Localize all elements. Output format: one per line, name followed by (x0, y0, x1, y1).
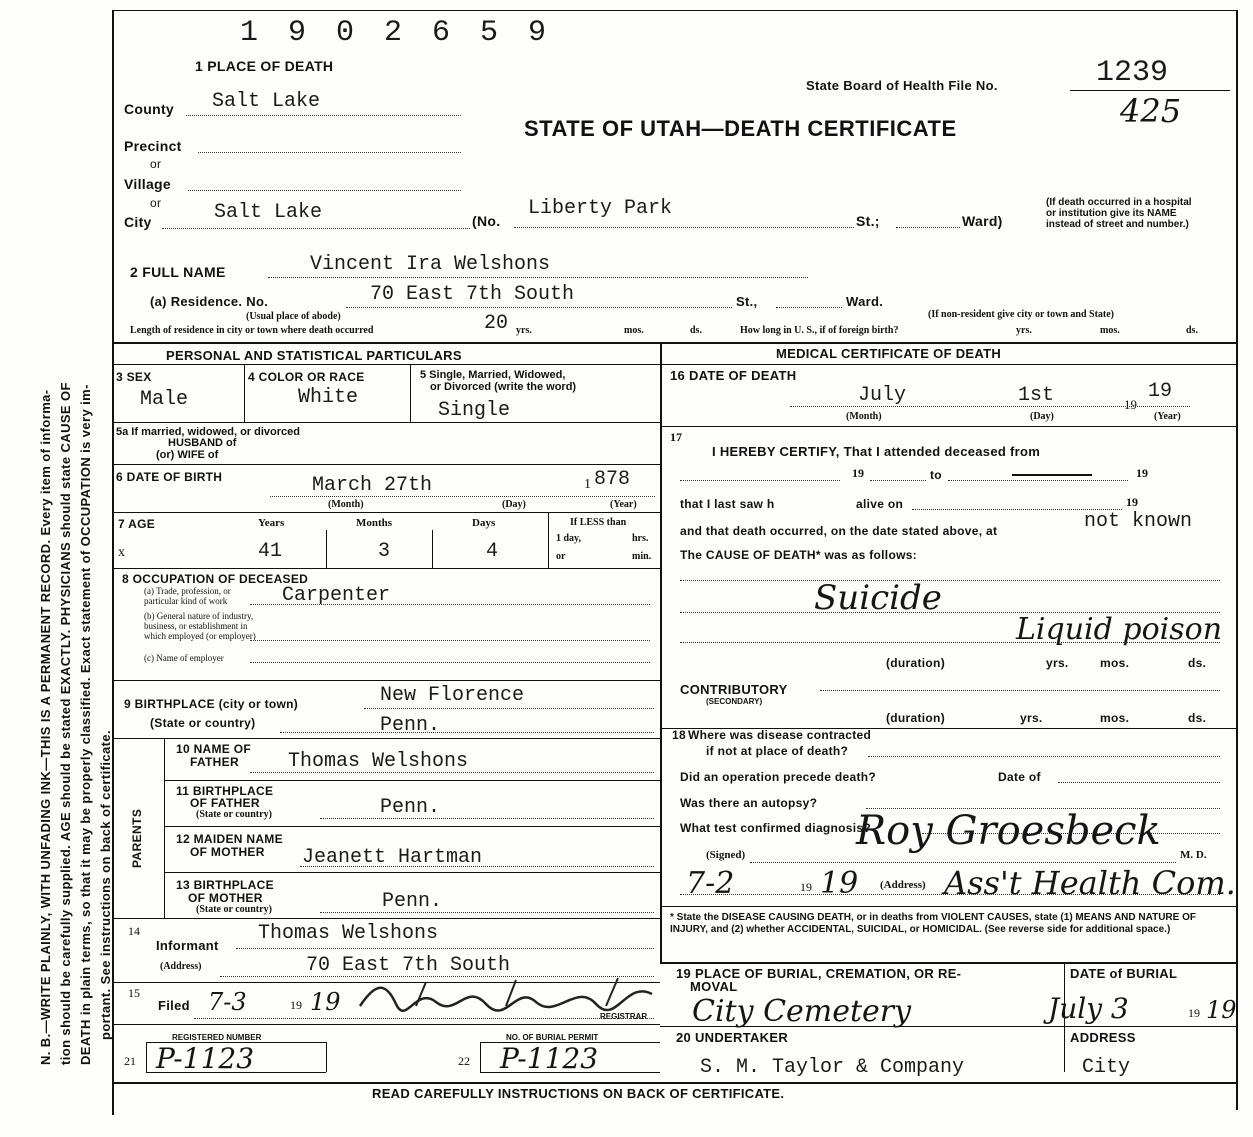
informant-label: Informant (156, 938, 219, 953)
informant-address-label: (Address) (160, 961, 202, 972)
certify-text: I HEREBY CERTIFY, That I attended deceased from (712, 444, 1041, 459)
length-mos: mos. (624, 325, 644, 336)
file-number-2: 425 (1120, 92, 1182, 130)
contrib-duration-ds: ds. (1188, 711, 1207, 725)
residence-st-label: St., (736, 294, 758, 309)
age-months-value: 3 (378, 540, 391, 563)
reg-number-21: 21 (124, 1054, 136, 1068)
father-value: Thomas Welshons (288, 750, 469, 773)
certificate-number: 1 9 0 2 6 5 9 (240, 16, 553, 50)
dod-year-caption: (Year) (1154, 411, 1181, 422)
father-bp-1: 11 BIRTHPLACE (176, 784, 274, 798)
burial-year-prefix: 19 (1188, 1006, 1200, 1020)
age-days-value: 4 (486, 540, 499, 563)
cause-duration-label: (duration) (886, 656, 945, 670)
birthplace-state-value: Penn. (380, 714, 441, 737)
occupation-value: Carpenter (282, 584, 391, 607)
length-value: 20 (484, 312, 509, 335)
contrib-duration-label: (duration) (886, 711, 945, 725)
filed-number: 15 (128, 986, 140, 1000)
contracted-label: Where was disease contracted (688, 728, 872, 742)
footer-instruction: READ CAREFULLY INSTRUCTIONS ON BACK OF CERTIFICATE. (372, 1086, 785, 1101)
color-value: White (298, 386, 359, 409)
length-label: Length of residence in city or town where death occurred (130, 325, 374, 336)
burial-date-label: DATE of BURIAL (1070, 966, 1178, 981)
how-long-label: How long in U. S., if of foreign birth? (740, 325, 899, 336)
age-label: 7 AGE (118, 517, 156, 531)
dob-year: 878 (594, 468, 631, 491)
dod-year: 19 (1148, 380, 1173, 403)
column-divider (660, 342, 662, 964)
dod-day: 1st (1018, 384, 1055, 407)
dob-label: 6 DATE OF BIRTH (116, 470, 223, 484)
occ-b-3: which employed (or employer) (144, 631, 256, 641)
side-instruction-line-3: DEATH in plain terms, so that it may be properly classified. Exact statement of OCCUPATION is very im- (78, 384, 93, 1065)
burial-place-value: City Cemetery (692, 994, 912, 1029)
last-saw-19: 19 (1126, 495, 1138, 509)
street-no-label: (No. (472, 213, 501, 229)
length-yrs: yrs. (516, 325, 532, 336)
city-value: Salt Lake (214, 201, 323, 224)
operation-label: Did an operation precede death? (680, 770, 876, 784)
file-number: 1239 (1096, 56, 1169, 90)
county-label: County (124, 101, 175, 117)
spouse-label-1: 5a If married, widowed, or divorced (116, 426, 300, 438)
contributory-label: CONTRIBUTORY (680, 682, 788, 697)
cause-footnote: * State the DISEASE CAUSING DEATH, or in deaths from VIOLENT CAUSES, state (1) MEANS AND NATURE OF INJURY, and (2) whether ACCIDENTAL, SUICIDAL, or HOMICIDAL. (See reverse side for additional space.) (670, 912, 1196, 935)
father-bp-value: Penn. (380, 796, 441, 819)
or-2: or (150, 196, 162, 210)
age-days-label: Days (472, 517, 496, 529)
attended-to-19: 19 (1136, 466, 1148, 480)
attended-from-19: 19 (852, 466, 864, 480)
dob-month-caption: (Month) (328, 499, 364, 510)
undertaker-label: 20 UNDERTAKER (676, 1030, 789, 1045)
dod-day-caption: (Day) (1030, 411, 1054, 422)
or-1: or (150, 157, 162, 171)
father-bp-2: OF FATHER (190, 796, 260, 810)
personal-section-title: PERSONAL AND STATISTICAL PARTICULARS (166, 348, 462, 363)
undertaker-address-label: ADDRESS (1070, 1030, 1136, 1045)
informant-number: 14 (128, 924, 140, 938)
dob-year-prefix: 1 (584, 477, 591, 492)
age-mark: x (118, 545, 125, 560)
autopsy-label: Was there an autopsy? (680, 796, 818, 810)
permit-number-22: 22 (458, 1054, 470, 1068)
registrar-signature (356, 976, 656, 1016)
sign-date: 7-2 (686, 866, 735, 901)
left-border (112, 10, 114, 1115)
occupation-label: 8 OCCUPATION OF DECEASED (122, 572, 309, 586)
occ-c: (c) Name of employer (144, 653, 224, 663)
length-ds: ds. (690, 325, 702, 336)
burial-permit-label: NO. OF BURIAL PERMIT (506, 1033, 599, 1042)
side-instruction-line-4: portant. See instructions on back of certificate. (98, 730, 113, 1040)
contrib-duration-yrs: yrs. (1020, 711, 1043, 725)
md-label: M. D. (1180, 849, 1207, 861)
age-less-1: If LESS than (570, 517, 627, 528)
nonresident-note: (If non-resident give city or town and State) (928, 309, 1115, 320)
dod-label: 16 DATE OF DEATH (670, 368, 797, 383)
sign-year-prefix: 19 (800, 880, 812, 894)
physician-signature: Roy Groesbeck (856, 808, 1161, 854)
cause-value: Suicide (814, 578, 942, 618)
street-ward-label: Ward) (962, 213, 1003, 229)
mother-bp-value: Penn. (382, 890, 443, 913)
age-months-label: Months (356, 517, 393, 529)
physician-address-value: Ass't Health Com. (944, 864, 1236, 902)
side-instruction-line-2: tion should be carefully supplied. AGE should be stated EXACTLY. PHYSICIANS should state CAUSE OF (58, 382, 73, 1065)
abode-note: (Usual place of abode) (246, 311, 341, 322)
village-label: Village (124, 176, 171, 192)
spouse-label-2: HUSBAND of (168, 437, 237, 449)
contrib-duration-mos: mos. (1100, 711, 1130, 725)
dob-value: March 27th (312, 474, 433, 497)
informant-address-value: 70 East 7th South (306, 954, 511, 977)
dod-month: July (858, 384, 907, 407)
undertaker-value: S. M. Taylor & Company (700, 1056, 965, 1079)
age-less-3: hrs. (632, 533, 649, 544)
burial-label-2: MOVAL (690, 979, 738, 994)
burial-permit-value: P-1123 (500, 1042, 599, 1075)
precinct-label: Precinct (124, 138, 182, 154)
informant-value: Thomas Welshons (258, 922, 439, 945)
cause-duration-yrs: yrs. (1046, 656, 1069, 670)
dod-year-prefix: 19 (1124, 397, 1137, 412)
side-instruction-line-1: N. B.—WRITE PLAINLY, WITH UNFADING INK—THIS IS A PERMANENT RECORD. Every item of informa- (38, 389, 53, 1065)
occ-b-1: (b) General nature of industry, (144, 611, 254, 621)
place-of-death-label: 1 PLACE OF DEATH (195, 58, 334, 74)
cause-value-2: Liquid poison (1016, 612, 1223, 647)
registered-number-value: P-1123 (156, 1042, 255, 1075)
physician-address-label: (Address) (880, 879, 926, 891)
filed-label: Filed (158, 998, 190, 1013)
medical-section-title: MEDICAL CERTIFICATE OF DEATH (776, 346, 1002, 361)
dob-year-caption: (Year) (610, 499, 637, 510)
file-number-line (1070, 90, 1230, 91)
street-value: Liberty Park (528, 197, 673, 220)
sign-year: 19 (820, 866, 859, 901)
hospital-note: (If death occurred in a hospital or institution give its NAME instead of street and number.) (1046, 197, 1192, 230)
certificate-title: STATE OF UTAH—DEATH CERTIFICATE (524, 116, 957, 141)
state-board-label: State Board of Health File No. (806, 78, 998, 93)
age-less-2: 1 day, (556, 533, 582, 544)
attended-to-label: to (930, 468, 942, 482)
full-name-value: Vincent Ira Welshons (310, 253, 551, 276)
mother-label-1: 12 MAIDEN NAME (176, 832, 283, 846)
full-name-label: 2 FULL NAME (130, 264, 226, 280)
dob-day-caption: (Day) (502, 499, 526, 510)
occ-b-2: business, or establishment in (144, 621, 248, 631)
marital-label-2: or Divorced (write the word) (430, 381, 577, 393)
mother-bp-1: 13 BIRTHPLACE (176, 878, 274, 892)
marital-value: Single (438, 399, 511, 422)
parents-label: PARENTS (130, 808, 144, 868)
mother-bp-3: (State or country) (196, 904, 272, 915)
death-time-value: not known (1084, 510, 1193, 533)
mother-value: Jeanett Hartman (302, 846, 483, 869)
age-years-value: 41 (258, 540, 283, 563)
mother-bp-2: OF MOTHER (188, 891, 263, 905)
spouse-label-3: (or) WIFE of (156, 449, 219, 461)
occ-a-1: (a) Trade, profession, or (144, 586, 231, 596)
death-occurred-label: and that death occurred, on the date stated above, at (680, 524, 998, 538)
signed-label: (Signed) (706, 849, 746, 861)
cause-duration-mos: mos. (1100, 656, 1130, 670)
street-st-label: St.; (856, 213, 880, 229)
registrar-label: REGISTRAR (600, 1012, 648, 1021)
operation-date-label: Date of (998, 770, 1041, 784)
burial-year: 19 (1206, 996, 1237, 1024)
city-label: City (124, 214, 152, 230)
father-bp-3: (State or country) (196, 809, 272, 820)
undertaker-address-value: City (1082, 1056, 1131, 1079)
dod-month-caption: (Month) (846, 411, 882, 422)
how-long-yrs: yrs. (1016, 325, 1032, 336)
test-label: What test confirmed diagnosis? (680, 821, 872, 835)
residence-label: (a) Residence. No. (150, 294, 269, 309)
right-border (1236, 10, 1238, 1110)
burial-label-1: 19 PLACE OF BURIAL, CREMATION, OR RE- (676, 966, 962, 981)
sex-value: Male (140, 388, 189, 411)
last-saw-label: that I last saw h (680, 497, 775, 511)
father-label-2: FATHER (190, 755, 239, 769)
alive-on-label: alive on (856, 497, 904, 511)
sex-label: 3 SEX (116, 370, 152, 384)
county-value: Salt Lake (212, 90, 321, 113)
residence-ward-label: Ward. (846, 294, 884, 309)
contracted-label-2: if not at place of death? (706, 744, 849, 758)
certify-number: 17 (670, 430, 682, 444)
how-long-ds: ds. (1186, 325, 1198, 336)
filed-year-prefix: 19 (290, 998, 302, 1012)
age-years-label: Years (258, 517, 285, 529)
registered-number-label: REGISTERED NUMBER (172, 1033, 262, 1042)
father-label-1: 10 NAME OF (176, 742, 252, 756)
occ-a-2: particular kind of work (144, 596, 228, 606)
how-long-mos: mos. (1100, 325, 1120, 336)
birthplace-value: New Florence (380, 684, 525, 707)
age-less-5: min. (632, 551, 652, 562)
cause-label: The CAUSE OF DEATH* was as follows: (680, 548, 917, 562)
birthplace-state-label: (State or country) (150, 716, 256, 730)
secondary-label: (SECONDARY) (706, 697, 763, 706)
top-border (112, 10, 1237, 11)
filed-year: 19 (310, 988, 341, 1016)
mother-label-2: OF MOTHER (190, 845, 265, 859)
color-label: 4 COLOR OR RACE (248, 370, 365, 384)
cause-duration-ds: ds. (1188, 656, 1207, 670)
residence-value: 70 East 7th South (370, 283, 575, 306)
marital-label-1: 5 Single, Married, Widowed, (420, 369, 566, 381)
contracted-number: 18 (672, 728, 686, 742)
burial-date-value: July 3 (1048, 992, 1129, 1025)
birthplace-label: 9 BIRTHPLACE (city or town) (124, 697, 299, 711)
filed-value: 7-3 (208, 988, 247, 1016)
age-less-4: or (556, 551, 566, 562)
